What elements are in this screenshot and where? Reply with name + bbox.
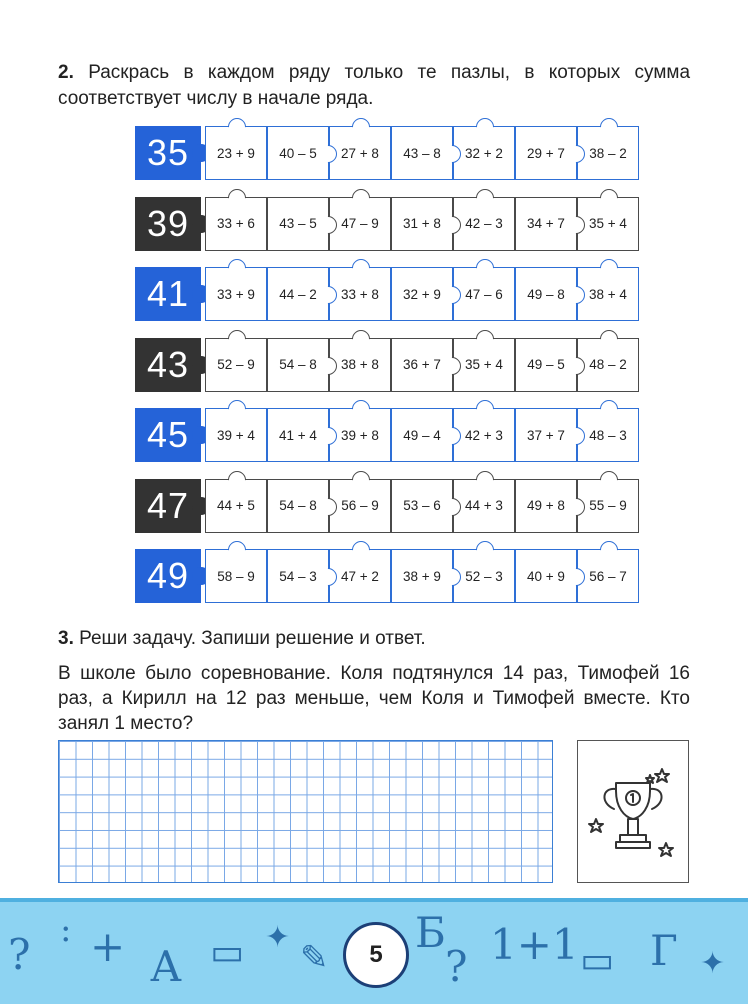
puzzle-expression: 43 – 8 [403, 145, 441, 161]
puzzle-expression: 38 + 9 [403, 568, 441, 584]
puzzle-piece[interactable] [267, 408, 329, 462]
puzzle-expression: 47 – 6 [465, 286, 503, 302]
puzzle-piece[interactable] [453, 338, 515, 392]
puzzle-piece[interactable] [267, 549, 329, 603]
puzzle-expression: 54 – 3 [279, 568, 317, 584]
puzzle-piece[interactable] [205, 126, 267, 180]
puzzle-expression: 35 + 4 [589, 216, 627, 231]
puzzle-piece[interactable] [267, 126, 329, 180]
puzzle-row [135, 479, 655, 533]
puzzle-piece[interactable] [515, 338, 577, 392]
target-number [135, 549, 201, 603]
puzzle-piece[interactable] [329, 479, 391, 533]
puzzle-expression: 47 + 2 [341, 568, 379, 584]
task-3-problem: В школе было соревнование. Коля подтянулся 14 раз, Тимофей 16 раз, а Кирилл на 12 раз меньше, чем Коля и Тимофей вместе. Кто занял 1 место? [58, 663, 690, 734]
puzzle-expression: 31 + 8 [403, 216, 441, 231]
puzzle-piece[interactable] [329, 549, 391, 603]
page-number: 5 [343, 922, 409, 988]
puzzle-piece[interactable] [205, 338, 267, 392]
target-number-label: 49 [146, 555, 190, 596]
puzzle-piece[interactable] [453, 267, 515, 321]
target-number [135, 408, 201, 462]
puzzle-expression: 38 – 2 [589, 145, 627, 161]
puzzle-expression: 58 – 9 [217, 568, 255, 584]
puzzle-expression: 39 + 4 [217, 427, 255, 443]
task-3-number: 3. [58, 628, 74, 649]
puzzle-piece[interactable] [205, 197, 267, 251]
puzzle-piece[interactable] [453, 197, 515, 251]
star-icon: ✦ [265, 920, 291, 955]
puzzle-piece[interactable] [515, 479, 577, 533]
puzzle-expression: 34 + 7 [527, 216, 565, 231]
puzzle-piece[interactable] [205, 267, 267, 321]
puzzle-expression: 52 – 3 [465, 568, 503, 584]
footer-deco-symbol: ? [445, 942, 468, 991]
puzzle-piece[interactable] [453, 479, 515, 533]
puzzle-expression: 44 + 3 [465, 498, 503, 513]
puzzle-piece[interactable] [391, 126, 453, 180]
pencil-icon: ✎ [300, 938, 329, 978]
puzzle-piece[interactable] [205, 479, 267, 533]
target-number [135, 267, 201, 321]
puzzle-expression: 56 – 7 [589, 568, 627, 584]
puzzle-expression: 38 + 8 [341, 357, 379, 372]
answer-grid[interactable] [58, 740, 553, 883]
target-number [135, 197, 201, 251]
footer-deco-symbol: + [90, 922, 126, 971]
puzzle-expression: 49 – 5 [527, 357, 565, 372]
task-2-heading [58, 60, 690, 112]
puzzle-expression: 39 + 8 [341, 427, 379, 443]
puzzle-expression: 42 + 3 [465, 427, 503, 443]
target-number [135, 126, 201, 180]
puzzle-piece[interactable] [577, 267, 639, 321]
puzzle-expression: 44 – 2 [279, 286, 317, 302]
puzzle-expression: 56 – 9 [341, 498, 379, 513]
footer-deco-symbol: А [150, 942, 182, 991]
puzzle-expression: 40 – 5 [279, 145, 317, 161]
puzzle-piece[interactable] [267, 479, 329, 533]
puzzle-expression: 43 – 5 [279, 216, 317, 231]
puzzle-expression: 33 + 6 [217, 216, 255, 231]
puzzle-expression: 52 – 9 [217, 357, 255, 372]
trophy-picture [577, 740, 689, 883]
puzzle-piece[interactable] [577, 126, 639, 180]
puzzle-expression: 48 – 2 [589, 357, 627, 372]
puzzle-expression: 54 – 8 [279, 498, 317, 513]
task-2-text: Раскрась в каждом ряду только те пазлы, в которых сумма соответствует числу в начале ряда. [58, 62, 691, 109]
puzzle-piece[interactable] [515, 126, 577, 180]
puzzle-expression: 29 + 7 [527, 145, 565, 161]
target-number-label: 47 [146, 484, 190, 526]
puzzle-piece[interactable] [391, 549, 453, 603]
puzzle-piece[interactable] [391, 338, 453, 392]
footer-deco-symbol: Б [415, 908, 446, 957]
puzzle-expression: 55 – 9 [589, 498, 627, 513]
puzzle-expression: 42 – 3 [465, 216, 503, 231]
puzzle-expression: 53 – 6 [403, 498, 441, 513]
star-icon: ✦ [700, 946, 726, 981]
puzzle-piece[interactable] [267, 197, 329, 251]
puzzle-expression: 41 + 4 [279, 427, 317, 443]
puzzle-piece[interactable] [515, 408, 577, 462]
puzzle-expression: 49 – 8 [527, 286, 565, 302]
puzzle-piece[interactable] [329, 267, 391, 321]
puzzle-piece[interactable] [577, 338, 639, 392]
puzzle-piece[interactable] [577, 549, 639, 603]
puzzle-piece[interactable] [205, 408, 267, 462]
target-number-label: 45 [146, 414, 190, 455]
puzzle-piece[interactable] [515, 267, 577, 321]
puzzle-piece[interactable] [453, 549, 515, 603]
puzzle-expression: 40 + 9 [527, 568, 565, 584]
book-icon: ▭ [210, 932, 245, 973]
puzzle-row [135, 197, 655, 251]
puzzle-expression: 27 + 8 [341, 145, 379, 161]
puzzle-expression: 49 – 4 [403, 427, 441, 443]
puzzle-piece[interactable] [515, 197, 577, 251]
puzzle-expression: 38 + 4 [589, 286, 627, 302]
puzzle-row [135, 408, 655, 462]
trophy-icon [578, 741, 687, 881]
target-number-label: 35 [146, 132, 190, 173]
puzzle-piece[interactable] [515, 549, 577, 603]
target-number [135, 479, 201, 533]
puzzle-expression: 35 + 4 [465, 357, 503, 372]
puzzle-expression: 33 + 8 [341, 286, 379, 302]
puzzle-piece[interactable] [391, 267, 453, 321]
puzzle-piece[interactable] [329, 126, 391, 180]
puzzle-piece[interactable] [267, 338, 329, 392]
puzzle-expression: 47 – 9 [341, 216, 379, 231]
puzzle-piece[interactable] [329, 197, 391, 251]
target-number-label: 39 [146, 202, 190, 244]
puzzle-expression: 32 + 9 [403, 286, 441, 302]
puzzle-expression: 49 + 8 [527, 498, 565, 513]
puzzle-expression: 44 + 5 [217, 498, 255, 513]
puzzle-row [135, 267, 655, 321]
puzzle-piece[interactable] [391, 408, 453, 462]
puzzle-expression: 36 + 7 [403, 357, 441, 372]
puzzle-piece[interactable] [267, 267, 329, 321]
footer-deco-symbol: 1+1 [490, 920, 579, 969]
puzzle-piece[interactable] [453, 126, 515, 180]
puzzle-expression: 48 – 3 [589, 427, 627, 443]
puzzle-piece[interactable] [205, 549, 267, 603]
footer-deco-symbol: Г [650, 926, 678, 975]
book-icon: ▭ [580, 940, 615, 981]
task-3-title: Реши задачу. Запиши решение и ответ. [79, 628, 426, 649]
task-3-heading [58, 626, 690, 652]
task-2-number: 2. [58, 62, 74, 83]
puzzle-expression: 23 + 9 [217, 145, 255, 161]
target-number-label: 41 [146, 273, 190, 314]
puzzle-expression: 37 + 7 [527, 427, 565, 443]
puzzle-piece[interactable] [577, 408, 639, 462]
puzzle-piece[interactable] [391, 479, 453, 533]
puzzle-piece[interactable] [577, 479, 639, 533]
footer-deco-symbol: ? [8, 930, 31, 979]
puzzle-row [135, 126, 655, 180]
puzzle-piece[interactable] [329, 338, 391, 392]
target-number [135, 338, 201, 392]
puzzle-piece[interactable] [329, 408, 391, 462]
target-number-label: 43 [146, 343, 190, 385]
puzzle-piece[interactable] [391, 197, 453, 251]
puzzle-expression: 33 + 9 [217, 286, 255, 302]
puzzle-expression: 54 – 8 [279, 357, 317, 372]
puzzle-piece[interactable] [453, 408, 515, 462]
puzzle-piece[interactable] [577, 197, 639, 251]
puzzle-expression: 32 + 2 [465, 145, 503, 161]
puzzle-row [135, 549, 655, 603]
puzzle-row [135, 338, 655, 392]
footer-deco-symbol: : [60, 910, 72, 950]
